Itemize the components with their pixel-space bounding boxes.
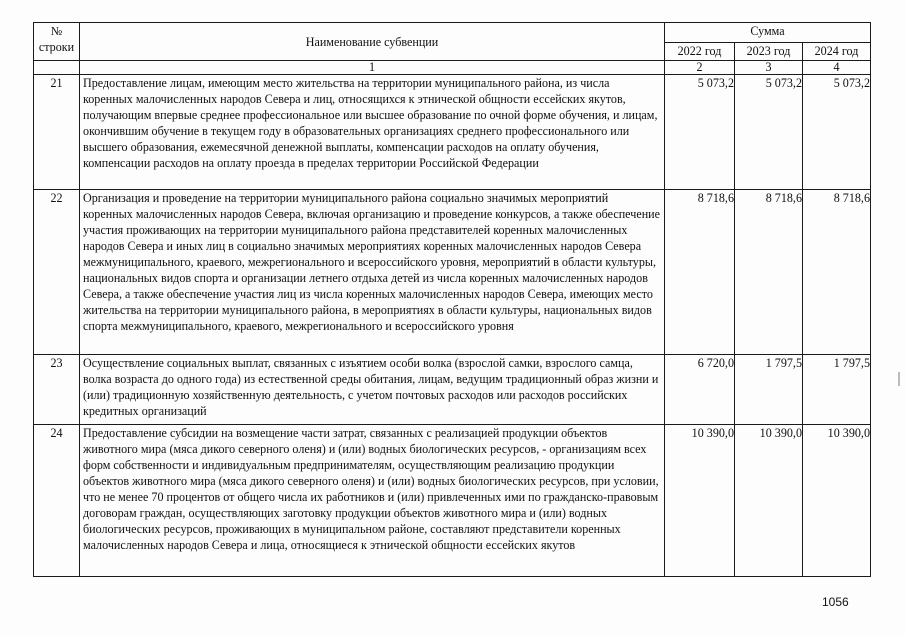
row-value-2023: 8 718,6 — [735, 190, 803, 355]
colnum-4: 4 — [803, 61, 871, 75]
row-value-2022: 8 718,6 — [665, 190, 735, 355]
colnum-3: 3 — [735, 61, 803, 75]
row-value-2023: 5 073,2 — [735, 75, 803, 190]
row-value-2023: 10 390,0 — [735, 425, 803, 577]
table-row — [34, 355, 871, 425]
header-num-label: № — [50, 24, 63, 38]
row-value-2022: 6 720,0 — [665, 355, 735, 425]
colnum-1: 1 — [80, 61, 665, 75]
table-row — [34, 425, 871, 577]
row-description: Предоставление лицам, имеющим место жительства на территории муниципального района, из числа коренных малочисленных народов Севера и лиц, относящихся к этнической общности ессейских якутов, получающим впервые среднее профессиональное или высшее образование по очной форме обучения, и лицам, окончившим обучение в текущем году в образовательных организациях среднего профессионального или высшего образования, ежемесячной денежной выплаты, компенсации расходов на оплату обучения, компенсации расходов на оплату проезда в пределах территории Российской Федерации — [80, 75, 665, 190]
column-number-row — [34, 61, 871, 75]
header-year-2024: 2024 год — [803, 43, 871, 61]
header-row-1 — [34, 23, 871, 43]
row-description: Организация и проведение на территории муниципального района социально значимых мероприятий коренных малочисленных народов Севера, включая организацию и проведение конкурсов, а также обеспечение участия проживающих на территории муниципального района представителей коренных малочисленных народов Севера и иных лиц в социально значимых мероприятиях коренных малочисленных народов Севера межмуниципального, краевого, межрегионального и всероссийского уровня, мероприятий в области культуры, национальных видов спорта и организации летнего отдыха детей из числа коренных малочисленных народов Севера, а также обеспечение участия лиц из числа коренных малочисленных народов Севера, имеющих место жительства на территории муниципального района, в мероприятиях в области культуры, национальных видов спорта межмуниципального, краевого, межрегионального и всероссийского уровня — [80, 190, 665, 355]
row-number: 22 — [34, 190, 80, 355]
header-year-2023: 2023 год — [735, 43, 803, 61]
row-value-2024: 10 390,0 — [803, 425, 871, 577]
page-number: 1056 — [822, 595, 849, 609]
row-number: 21 — [34, 75, 80, 190]
header-year-2022: 2022 год — [665, 43, 735, 61]
table-row — [34, 190, 871, 355]
row-number: 24 — [34, 425, 80, 577]
scan-edge-mark — [898, 372, 900, 386]
header-name-cell: Наименование субвенции — [80, 23, 665, 61]
header-row-label: строки — [38, 40, 75, 54]
header-num-cell — [34, 23, 80, 61]
row-value-2024: 8 718,6 — [803, 190, 871, 355]
row-description: Предоставление субсидии на возмещение части затрат, связанных с реализацией продукции объектов животного мира (мяса дикого северного оленя) и (или) водных биологических ресурсов, - организациям всех форм собственности и индивидуальным предпринимателям, осуществляющим реализацию продукции объектов животного мира (мяса дикого северного оленя) и (или) водных биологических ресурсов, при условии, что не менее 70 процентов от общего числа их работников и (или) привлеченных ими по гражданско-правовым договорам граждан, осуществляющих заготовку продукции объектов животного мира и (или) водных биологических ресурсов, проживающих в муниципальном районе, составляют представители коренных малочисленных народов Севера и лица, относящиеся к этнической общности ессейских якутов — [80, 425, 665, 577]
colnum-2: 2 — [665, 61, 735, 75]
row-value-2022: 10 390,0 — [665, 425, 735, 577]
table-row — [34, 75, 871, 190]
row-value-2023: 1 797,5 — [735, 355, 803, 425]
colnum-empty — [34, 61, 80, 75]
subvention-table — [33, 22, 871, 577]
row-value-2022: 5 073,2 — [665, 75, 735, 190]
header-sum-cell: Сумма — [665, 23, 871, 43]
row-value-2024: 1 797,5 — [803, 355, 871, 425]
row-description: Осуществление социальных выплат, связанных с изъятием особи волка (взрослой самки, взрослого самца, волка возраста до одного года) из естественной среды обитания, лицам, ведущим традиционный образ жизни и (или) традиционную хозяйственную деятельность, с учетом почтовых расходов или расходов российских кредитных организаций — [80, 355, 665, 425]
row-number: 23 — [34, 355, 80, 425]
row-value-2024: 5 073,2 — [803, 75, 871, 190]
